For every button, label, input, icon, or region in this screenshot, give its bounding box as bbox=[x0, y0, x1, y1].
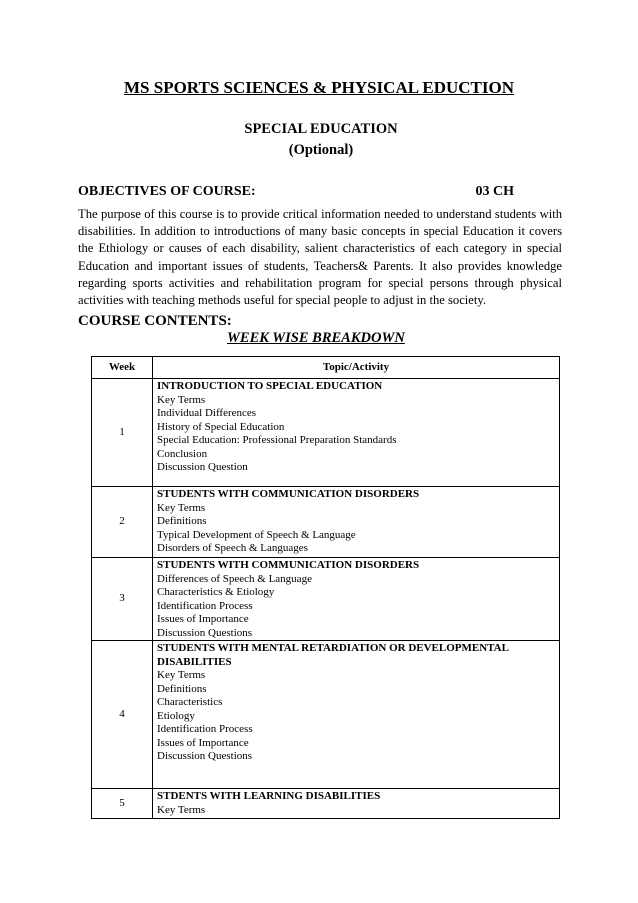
topic-item: Issues of Importance bbox=[157, 613, 249, 625]
topic-item: Typical Development of Speech & Language bbox=[157, 528, 356, 541]
topic-title: STDENTS WITH LEARNING DISABILITIES bbox=[157, 790, 381, 802]
table-row bbox=[92, 641, 560, 789]
week-number: 5 bbox=[92, 789, 153, 819]
table-row bbox=[92, 558, 560, 641]
topic-cell bbox=[153, 379, 560, 487]
topic-item: Conclusion bbox=[157, 447, 208, 460]
week-breakdown-heading: WEEK WISE BREAKDOWN bbox=[227, 330, 405, 346]
week-number: 2 bbox=[92, 487, 153, 558]
document-title: MS SPORTS SCIENCES & PHYSICAL EDUCTION bbox=[123, 78, 514, 97]
topic-item: Issues of Importance bbox=[157, 736, 249, 749]
topic-title: STUDENTS WITH COMMUNICATION DISORDERS bbox=[157, 559, 420, 571]
topic-item: Definitions bbox=[157, 515, 207, 527]
week-number: 4 bbox=[92, 641, 153, 789]
topic-cell bbox=[153, 558, 560, 641]
topic-title: INTRODUCTION TO SPECIAL EDUCATION bbox=[157, 380, 383, 392]
credit-hours: 03 CH bbox=[475, 184, 514, 199]
topic-item: Individual Differences bbox=[157, 407, 257, 419]
topic-cell bbox=[153, 789, 560, 819]
week-number: 1 bbox=[92, 379, 153, 487]
objectives-row bbox=[78, 184, 514, 200]
table-row bbox=[92, 487, 560, 558]
topic-item: Discussion Questions bbox=[157, 750, 253, 762]
week-number: 3 bbox=[92, 558, 153, 641]
course-subtitle: SPECIAL EDUCATION bbox=[244, 121, 398, 137]
table-row bbox=[92, 379, 560, 487]
topic-item: History of Special Education bbox=[157, 420, 285, 433]
objectives-heading: OBJECTIVES OF COURSE: bbox=[78, 184, 256, 199]
topic-title: STUDENTS WITH COMMUNICATION DISORDERS bbox=[157, 488, 420, 500]
topic-item: Key Terms bbox=[157, 803, 206, 816]
topic-item: Key Terms bbox=[157, 501, 206, 514]
week-breakdown-table bbox=[91, 356, 560, 819]
topic-item: Discussion Questions bbox=[157, 626, 253, 639]
topic-item: Characteristics bbox=[157, 696, 223, 708]
table-row bbox=[92, 789, 560, 819]
topic-item: Etiology bbox=[157, 709, 195, 722]
topic-item: Differences of Speech & Language bbox=[157, 572, 312, 585]
topic-item: Discussion Question bbox=[157, 461, 248, 473]
topic-item: Identification Process bbox=[157, 723, 253, 735]
topic-item: Key Terms bbox=[157, 393, 206, 406]
topic-title: STUDENTS WITH MENTAL RETARDIATION OR DEVELOPMENTAL DISABILITIES bbox=[157, 642, 509, 668]
table-header-row bbox=[92, 357, 560, 379]
topic-item: Characteristics & Etiology bbox=[157, 586, 275, 598]
topic-column-header: Topic/Activity bbox=[153, 357, 560, 379]
objectives-paragraph: The purpose of this course is to provide critical information needed to understand students with disabilities. In addition to introductions of many basic concepts in special Education it covers the Ethiology or causes of each disability, salient characteristics of each category in special Education and important issues of students, Teachers& Parents. It also provides knowledge regarding sports activities and rehabilitation program for special persons through physical activities with teaching methods useful for special people to adjust in the society. bbox=[78, 207, 562, 308]
topic-item: Identification Process bbox=[157, 599, 253, 612]
topic-item: Disorders of Speech & Languages bbox=[157, 542, 308, 554]
course-contents-heading: COURSE CONTENTS: bbox=[78, 313, 232, 329]
topic-cell bbox=[153, 641, 560, 789]
topic-cell bbox=[153, 487, 560, 558]
week-column-header: Week bbox=[92, 357, 153, 379]
topic-item: Special Education: Professional Preparation Standards bbox=[157, 434, 397, 446]
optional-label: (Optional) bbox=[288, 142, 354, 158]
topic-item: Key Terms bbox=[157, 669, 206, 681]
topic-item: Definitions bbox=[157, 682, 207, 695]
